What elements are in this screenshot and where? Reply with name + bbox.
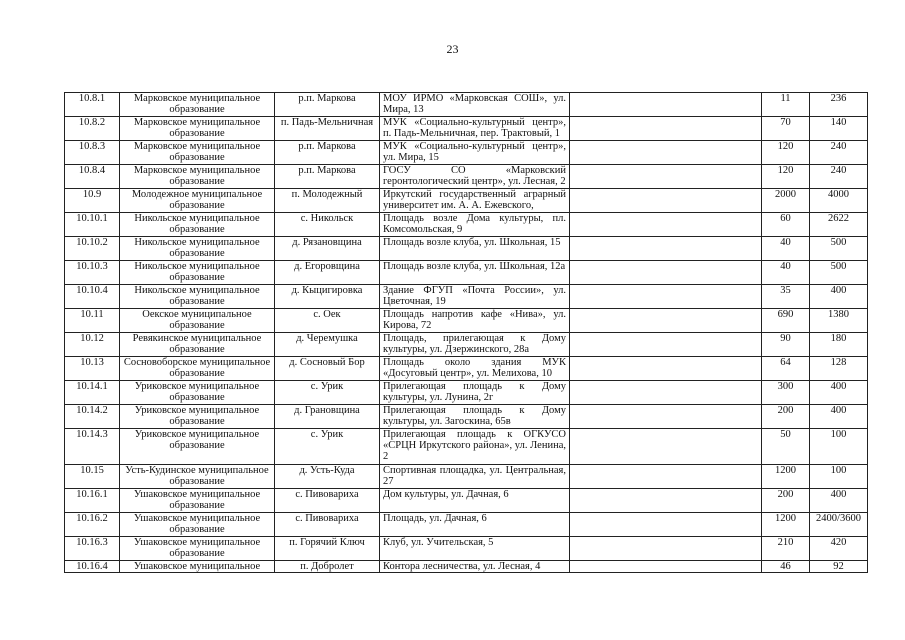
capacity-value: 400: [810, 405, 868, 429]
settlement-name: с. Никольск: [275, 213, 380, 237]
row-number: 10.8.1: [65, 93, 120, 117]
table-row: [65, 513, 868, 537]
municipality-name: Марковское муниципальное образование: [120, 141, 275, 165]
table-row: [65, 309, 868, 333]
area-value: 50: [762, 429, 810, 465]
area-value: 70: [762, 117, 810, 141]
empty-cell: [570, 489, 762, 513]
table-row: [65, 429, 868, 465]
row-number: 10.8.4: [65, 165, 120, 189]
settlement-name: д. Черемушка: [275, 333, 380, 357]
row-number: 10.8.2: [65, 117, 120, 141]
empty-cell: [570, 537, 762, 561]
empty-cell: [570, 429, 762, 465]
empty-cell: [570, 333, 762, 357]
table-row: [65, 93, 868, 117]
location-description: Прилегающая площадь к Дому культуры, ул. Лунина, 2г: [380, 381, 570, 405]
municipality-name: Никольское муниципальное образование: [120, 237, 275, 261]
row-number: 10.16.3: [65, 537, 120, 561]
municipality-name: Марковское муниципальное образование: [120, 117, 275, 141]
location-description: Площадь, ул. Дачная, 6: [380, 513, 570, 537]
capacity-value: 100: [810, 429, 868, 465]
table-row: [65, 465, 868, 489]
empty-cell: [570, 405, 762, 429]
row-number: 10.8.3: [65, 141, 120, 165]
area-value: 40: [762, 261, 810, 285]
municipality-name: Уриковское муниципальное образование: [120, 429, 275, 465]
settlement-name: р.п. Маркова: [275, 141, 380, 165]
empty-cell: [570, 561, 762, 573]
settlement-name: д. Сосновый Бор: [275, 357, 380, 381]
area-value: 1200: [762, 513, 810, 537]
location-description: ГОСУ СО «Марковский геронтологический центр», ул. Лесная, 2: [380, 165, 570, 189]
table-row: [65, 141, 868, 165]
row-number: 10.10.1: [65, 213, 120, 237]
table-row: [65, 333, 868, 357]
municipality-name: Ревякинское муниципальное образование: [120, 333, 275, 357]
location-description: МУК «Социально-культурный центр», п. Падь-Мельничная, пер. Трактовый, 1: [380, 117, 570, 141]
empty-cell: [570, 465, 762, 489]
capacity-value: 400: [810, 285, 868, 309]
settlement-name: п. Горячий Ключ: [275, 537, 380, 561]
settlement-name: с. Урик: [275, 429, 380, 465]
table-row: [65, 405, 868, 429]
settlement-name: д. Егоровщина: [275, 261, 380, 285]
empty-cell: [570, 285, 762, 309]
table-row: [65, 165, 868, 189]
settlement-name: с. Оек: [275, 309, 380, 333]
municipality-name: Уриковское муниципальное образование: [120, 405, 275, 429]
municipality-name: Марковское муниципальное образование: [120, 93, 275, 117]
capacity-value: 240: [810, 165, 868, 189]
location-description: Прилегающая площадь к ОГКУСО «СРЦН Иркутского района», ул. Ленина, 2: [380, 429, 570, 465]
municipality-name: Никольское муниципальное образование: [120, 285, 275, 309]
location-description: Площадь, прилегающая к Дому культуры, ул. Дзержинского, 28а: [380, 333, 570, 357]
capacity-value: 400: [810, 489, 868, 513]
row-number: 10.16.4: [65, 561, 120, 573]
settlement-name: с. Урик: [275, 381, 380, 405]
table-row: [65, 489, 868, 513]
row-number: 10.16.1: [65, 489, 120, 513]
municipality-name: Усть-Кудинское муниципальное образование: [120, 465, 275, 489]
empty-cell: [570, 381, 762, 405]
municipality-name: Ушаковское муниципальное: [120, 561, 275, 573]
area-value: 64: [762, 357, 810, 381]
location-description: Дом культуры, ул. Дачная, 6: [380, 489, 570, 513]
area-value: 60: [762, 213, 810, 237]
area-value: 2000: [762, 189, 810, 213]
capacity-value: 180: [810, 333, 868, 357]
capacity-value: 400: [810, 381, 868, 405]
municipality-name: Ушаковское муниципальное образование: [120, 513, 275, 537]
row-number: 10.9: [65, 189, 120, 213]
capacity-value: 2400/3600: [810, 513, 868, 537]
table-row: [65, 213, 868, 237]
empty-cell: [570, 117, 762, 141]
municipality-name: Ушаковское муниципальное образование: [120, 489, 275, 513]
row-number: 10.16.2: [65, 513, 120, 537]
table-row: [65, 561, 868, 573]
settlement-name: п. Молодежный: [275, 189, 380, 213]
row-number: 10.13: [65, 357, 120, 381]
facilities-table: [64, 92, 868, 573]
table-row: [65, 261, 868, 285]
capacity-value: 420: [810, 537, 868, 561]
location-description: Спортивная площадка, ул. Центральная, 27: [380, 465, 570, 489]
capacity-value: 128: [810, 357, 868, 381]
empty-cell: [570, 237, 762, 261]
area-value: 120: [762, 141, 810, 165]
capacity-value: 2622: [810, 213, 868, 237]
area-value: 200: [762, 405, 810, 429]
municipality-name: Никольское муниципальное образование: [120, 213, 275, 237]
location-description: Здание ФГУП «Почта России», ул. Цветочная, 19: [380, 285, 570, 309]
settlement-name: д. Грановщина: [275, 405, 380, 429]
area-value: 300: [762, 381, 810, 405]
empty-cell: [570, 213, 762, 237]
location-description: МУК «Социально-культурный центр», ул. Мира, 15: [380, 141, 570, 165]
row-number: 10.14.2: [65, 405, 120, 429]
location-description: Прилегающая площадь к Дому культуры, ул. Загоскина, 65в: [380, 405, 570, 429]
municipality-name: Никольское муниципальное образование: [120, 261, 275, 285]
table-row: [65, 117, 868, 141]
area-value: 35: [762, 285, 810, 309]
area-value: 210: [762, 537, 810, 561]
capacity-value: 1380: [810, 309, 868, 333]
location-description: Иркутский государственный аграрный университет им. А. А. Ежевского,: [380, 189, 570, 213]
municipality-name: Ушаковское муниципальное образование: [120, 537, 275, 561]
location-description: МОУ ИРМО «Марковская СОШ», ул. Мира, 13: [380, 93, 570, 117]
table-row: [65, 189, 868, 213]
settlement-name: п. Добролет: [275, 561, 380, 573]
area-value: 690: [762, 309, 810, 333]
row-number: 10.12: [65, 333, 120, 357]
row-number: 10.15: [65, 465, 120, 489]
location-description: Площадь напротив кафе «Нива», ул. Кирова, 72: [380, 309, 570, 333]
empty-cell: [570, 309, 762, 333]
settlement-name: р.п. Маркова: [275, 165, 380, 189]
empty-cell: [570, 165, 762, 189]
table-row: [65, 237, 868, 261]
area-value: 46: [762, 561, 810, 573]
row-number: 10.10.3: [65, 261, 120, 285]
table-row: [65, 285, 868, 309]
capacity-value: 236: [810, 93, 868, 117]
empty-cell: [570, 93, 762, 117]
municipality-name: Оекское муниципальное образование: [120, 309, 275, 333]
table-row: [65, 537, 868, 561]
capacity-value: 4000: [810, 189, 868, 213]
empty-cell: [570, 261, 762, 285]
capacity-value: 92: [810, 561, 868, 573]
empty-cell: [570, 141, 762, 165]
capacity-value: 500: [810, 261, 868, 285]
municipality-name: Сосновоборское муниципальное образование: [120, 357, 275, 381]
location-description: Клуб, ул. Учительская, 5: [380, 537, 570, 561]
capacity-value: 100: [810, 465, 868, 489]
location-description: Площадь возле Дома культуры, пл. Комсомольская, 9: [380, 213, 570, 237]
empty-cell: [570, 513, 762, 537]
settlement-name: с. Пивовариха: [275, 489, 380, 513]
area-value: 11: [762, 93, 810, 117]
table-row: [65, 381, 868, 405]
empty-cell: [570, 357, 762, 381]
settlement-name: д. Кыцигировка: [275, 285, 380, 309]
row-number: 10.14.1: [65, 381, 120, 405]
capacity-value: 240: [810, 141, 868, 165]
row-number: 10.11: [65, 309, 120, 333]
row-number: 10.10.4: [65, 285, 120, 309]
municipality-name: Уриковское муниципальное образование: [120, 381, 275, 405]
table-row: [65, 357, 868, 381]
municipality-name: Марковское муниципальное образование: [120, 165, 275, 189]
area-value: 1200: [762, 465, 810, 489]
capacity-value: 500: [810, 237, 868, 261]
settlement-name: с. Пивовариха: [275, 513, 380, 537]
empty-cell: [570, 189, 762, 213]
area-value: 40: [762, 237, 810, 261]
row-number: 10.10.2: [65, 237, 120, 261]
row-number: 10.14.3: [65, 429, 120, 465]
settlement-name: п. Падь-Мельничная: [275, 117, 380, 141]
location-description: Контора лесничества, ул. Лесная, 4: [380, 561, 570, 573]
location-description: Площадь возле клуба, ул. Школьная, 12а: [380, 261, 570, 285]
page-number: 23: [446, 42, 459, 56]
settlement-name: д. Усть-Куда: [275, 465, 380, 489]
area-value: 200: [762, 489, 810, 513]
table-body: [65, 93, 868, 573]
area-value: 90: [762, 333, 810, 357]
area-value: 120: [762, 165, 810, 189]
location-description: Площадь возле клуба, ул. Школьная, 15: [380, 237, 570, 261]
settlement-name: р.п. Маркова: [275, 93, 380, 117]
location-description: Площадь около здания МУК «Досуговый центр», ул. Мелихова, 10: [380, 357, 570, 381]
settlement-name: д. Рязановщина: [275, 237, 380, 261]
municipality-name: Молодежное муниципальное образование: [120, 189, 275, 213]
capacity-value: 140: [810, 117, 868, 141]
